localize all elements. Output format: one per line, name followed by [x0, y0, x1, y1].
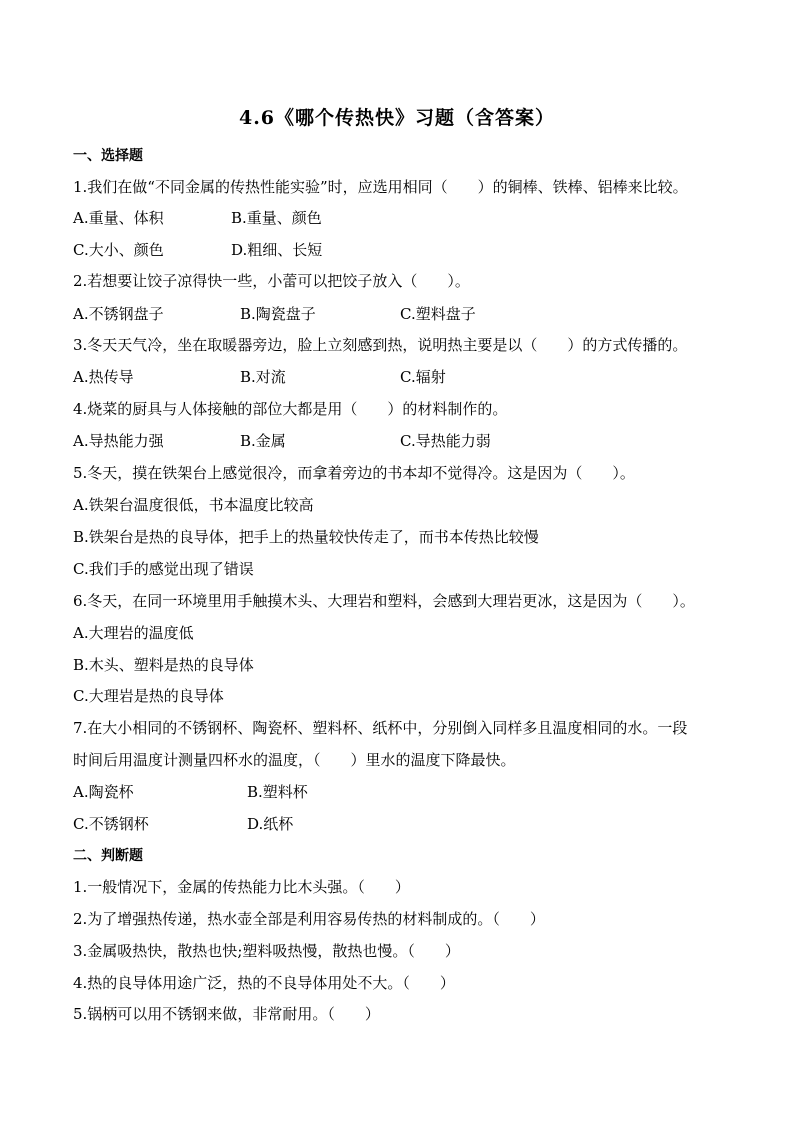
option-2b: B.陶瓷盘子 [240, 305, 316, 323]
option-4a: A.导热能力强 [73, 432, 164, 450]
judgement-item-2: 2.为了增强热传递，热水壶全部是利用容易传热的材料制成的。（ ） [73, 910, 545, 928]
question-2: 2.若想要让饺子凉得快一些，小蕾可以把饺子放入（ ）。 [73, 272, 470, 290]
option-7c: C.不锈钢杯 [73, 815, 149, 833]
question-4: 4.烧菜的厨具与人体接触的部位大都是用（ ）的材料制作的。 [73, 400, 508, 418]
option-1b: B.重量、颜色 [231, 209, 322, 227]
question-6: 6.冬天，在同一环境里用手触摸木头、大理岩和塑料，会感到大理岩更冰，这是因为（ ）。 [73, 592, 695, 610]
option-6c: C.大理岩是热的良导体 [73, 687, 224, 705]
question-7-line1: 7.在大小相同的不锈钢杯、陶瓷杯、塑料杯、纸杯中，分别倒入同样多且温度相同的水。一段 [73, 719, 688, 737]
option-1d: D.粗细、长短 [231, 241, 323, 259]
option-1a: A.重量、体积 [73, 209, 164, 227]
option-1c: C.大小、颜色 [73, 241, 164, 259]
option-5b: B.铁架台是热的良导体，把手上的热量较快传走了，而书本传热比较慢 [73, 528, 539, 546]
judgement-item-4: 4.热的良导体用途广泛，热的不良导体用处不大。（ ） [73, 974, 455, 992]
option-6b: B.木头、塑料是热的良导体 [73, 656, 254, 674]
judgement-item-5: 5.锅柄可以用不锈钢来做，非常耐用。（ ） [73, 1005, 380, 1023]
option-4b: B.金属 [240, 432, 286, 450]
option-7d: D.纸杯 [247, 815, 294, 833]
judgement-item-3: 3.金属吸热快，散热也快;塑料吸热慢，散热也慢。（ ） [73, 942, 460, 960]
option-3a: A.热传导 [73, 368, 134, 386]
option-3b: B.对流 [240, 368, 286, 386]
option-6a: A.大理岩的温度低 [73, 624, 194, 642]
section-heading-judgement: 二、判断题 [73, 848, 143, 864]
option-7a: A.陶瓷杯 [73, 783, 134, 801]
question-5: 5.冬天，摸在铁架台上感觉很冷，而拿着旁边的书本却不觉得冷。这是因为（ ）。 [73, 464, 635, 482]
question-1: 1.我们在做“不同金属的传热性能实验”时，应选用相同（ ）的铜棒、铁棒、铝棒来比较。 [73, 178, 688, 196]
question-3: 3.冬天天气冷，坐在取暖器旁边，脸上立刻感到热，说明热主要是以（ ）的方式传播的。 [73, 336, 688, 354]
option-3c: C.辐射 [400, 368, 446, 386]
option-4c: C.导热能力弱 [400, 432, 491, 450]
judgement-item-1: 1.一般情况下，金属的传热能力比木头强。（ ） [73, 878, 410, 896]
question-7-line2: 时间后用温度计测量四杯水的温度，（ ）里水的温度下降最快。 [73, 751, 516, 769]
option-5a: A.铁架台温度很低，书本温度比较高 [73, 496, 314, 514]
option-2c: C.塑料盘子 [400, 305, 476, 323]
option-5c: C.我们手的感觉出现了错误 [73, 560, 254, 578]
section-heading-choice: 一、选择题 [73, 148, 143, 164]
page-title: 4.6《哪个传热快》习题（含答案） [238, 107, 556, 129]
option-2a: A.不锈钢盘子 [73, 305, 164, 323]
option-7b: B.塑料杯 [247, 783, 308, 801]
